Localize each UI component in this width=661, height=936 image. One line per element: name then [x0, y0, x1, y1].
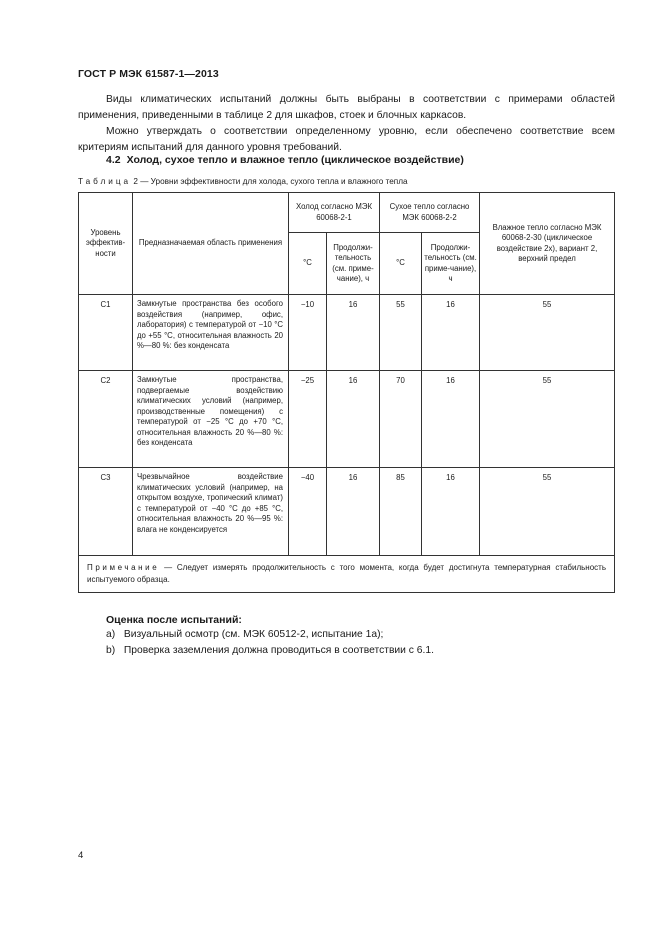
evaluation-item [106, 629, 383, 640]
header-cold: Холод согласно МЭК 60068-2-1 [289, 193, 380, 233]
table-caption-word: Таблица [78, 177, 132, 186]
row-cold-duration: 16 [327, 371, 380, 468]
table-note [79, 556, 615, 593]
row-damp: 55 [480, 295, 615, 371]
row-description: Чрезвычайное воздействие климатических условий (например, на открытом воздухе, тропический климат) с температурой от −40 °C до +85 °C, относительная влажность 20 %—95 %: влага не конденсируется [133, 468, 289, 556]
row-dry-duration: 16 [422, 295, 480, 371]
intro-text: Виды климатических испытаний должны быть выбраны в соответствии с примерами областей применения, приведенными в таблице 2 для шкафов, стоек и блочных каркасов. [78, 94, 615, 121]
row-cold-temp: −40 [289, 468, 327, 556]
performance-levels-table [78, 192, 615, 593]
row-level: C1 [79, 295, 133, 371]
header-dry-temp: °C [380, 233, 422, 295]
row-dry-duration: 16 [422, 468, 480, 556]
section-title: Холод, сухое тепло и влажное тепло (циклическое воздействие) [126, 154, 464, 166]
table-row [79, 468, 615, 556]
row-damp: 55 [480, 371, 615, 468]
row-description: Замкнутые пространства без особого воздействия (например, офис, лаборатория) с температурой от −10 °C до +55 °C, относительная влажность 20 %—80 %: без конденсата [133, 295, 289, 371]
row-damp: 55 [480, 468, 615, 556]
row-cold-temp: −25 [289, 371, 327, 468]
header-damp-heat: Влажное тепло согласно МЭК 60068-2-30 (циклическое воздействие 2x), вариант 2, верхний предел [480, 193, 615, 295]
row-dry-temp: 55 [380, 295, 422, 371]
header-area: Предназначаемая область применения [133, 193, 289, 295]
evaluation-item-text: Визуальный осмотр (см. МЭК 60512-2, испытание 1a); [123, 629, 384, 640]
intro-paragraph [78, 92, 615, 124]
evaluation-title: Оценка после испытаний: [106, 614, 242, 626]
evaluation-item-label: a) [106, 629, 116, 640]
row-level: C2 [79, 371, 133, 468]
evaluation-item-label: b) [106, 645, 116, 656]
table-row [79, 371, 615, 468]
row-cold-duration: 16 [327, 468, 380, 556]
row-dry-temp: 85 [380, 468, 422, 556]
header-cold-duration: Продолжи-тельность (см. приме-чание), ч [327, 233, 380, 295]
row-level: C3 [79, 468, 133, 556]
document-header: ГОСТ Р МЭК 61587-1—2013 [78, 68, 219, 80]
table-row [79, 295, 615, 371]
row-dry-duration: 16 [422, 371, 480, 468]
header-dry-duration: Продолжи-тельность (см. приме-чание), ч [422, 233, 480, 295]
note-word: Примечание [87, 563, 160, 572]
page-number: 4 [78, 850, 84, 861]
conformity-text: Можно утверждать о соответствии определенному уровню, если обеспечено соответствие всем критериям испытаний для данного уровня требований. [78, 126, 615, 153]
header-cold-temp: °C [289, 233, 327, 295]
header-dry-heat: Сухое тепло согласно МЭК 60068-2-2 [380, 193, 480, 233]
conformity-paragraph [78, 124, 615, 156]
section-number: 4.2 [106, 154, 121, 166]
section-heading [106, 154, 464, 166]
table-caption-text: 2 — Уровни эффективности для холода, сухого тепла и влажного тепла [133, 177, 408, 186]
header-level: Уровень эффектив-ности [79, 193, 133, 295]
evaluation-item [106, 645, 434, 656]
row-cold-temp: −10 [289, 295, 327, 371]
row-dry-temp: 70 [380, 371, 422, 468]
row-description: Замкнутые пространства, подвергаемые воздействию климатических условий (например, производственные помещения) с температурой от −25 °C до +70 °C, относительная влажность 20 %—80 %: без конденсата [133, 371, 289, 468]
note-text: — Следует измерять продолжительность с того момента, когда будет достигнута температурная стабильность испытуемого образца. [87, 563, 606, 584]
evaluation-item-text: Проверка заземления должна проводиться в соответствии с 6.1. [123, 645, 434, 656]
row-cold-duration: 16 [327, 295, 380, 371]
table-caption [78, 177, 408, 186]
